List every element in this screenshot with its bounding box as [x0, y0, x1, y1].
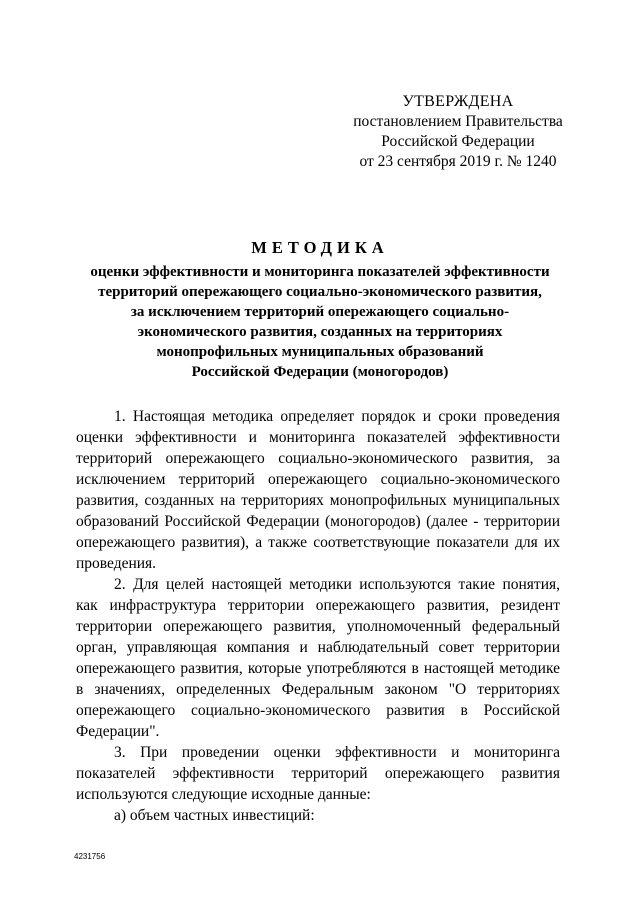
subtitle-line: территорий опережающего социально-экономического развития, [98, 284, 542, 300]
subtitle-line: экономического развития, созданных на территориях [137, 324, 503, 340]
document-body [76, 406, 560, 826]
document-id-number: 4231756 [74, 852, 106, 861]
paragraph-3a: а) объем частных инвестиций: [114, 807, 315, 824]
approval-date-number: от 23 сентября 2019 г. № 1240 [359, 153, 557, 170]
document-title: МЕТОДИКА [251, 238, 389, 257]
subtitle-line: оценки эффективности и мониторинга показателей эффективности [90, 264, 550, 280]
approval-line: Российской Федерации [381, 133, 535, 150]
subtitle-line: монопрофильных муниципальных образований [156, 344, 484, 360]
paragraph-3: 3. При проведении оценки эффективности и мониторинга показателей эффективности территорий опережающего развития используются следующие исходные данные: [76, 744, 560, 803]
subtitle-line: Российской Федерации (моногородов) [191, 364, 449, 380]
approval-block [340, 92, 576, 172]
approval-title: УТВЕРЖДЕНА [402, 93, 514, 110]
approval-line: постановлением Правительства [353, 113, 563, 130]
document-subtitle [80, 262, 560, 382]
subtitle-line: за исключением территорий опережающего социально- [130, 304, 510, 320]
paragraph-2: 2. Для целей настоящей методики используются такие понятия, как инфраструктура территории опережающего развития, резидент территории опережающего развития, уполномоченный федеральный орган, управляющая компания и наблюдательный совет территории опережающего развития, которые употребляются в настоящей методике в значениях, определенных Федеральным законом "О территориях опережающего социально-экономического развития в Российской Федерации". [76, 576, 560, 740]
paragraph-1: 1. Настоящая методика определяет порядок и сроки проведения оценки эффективности и мониторинга показателей эффективности территорий опережающего социально-экономического развития, за исключением территорий опережающего социально-экономического развития, созданных на территориях монопрофильных муниципальных образований Российской Федерации (моногородов) (далее - территории опережающего развития), а также соответствующие показатели для их проведения. [76, 408, 560, 572]
